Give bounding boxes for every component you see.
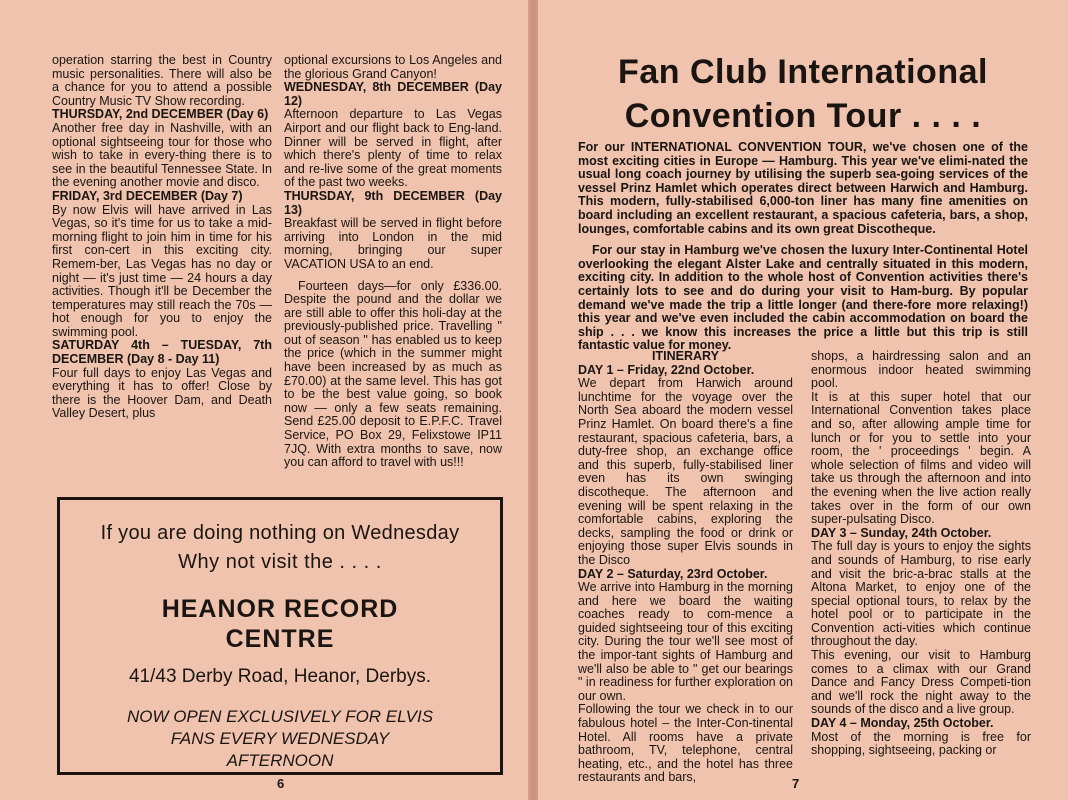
lc1-heading: THURSDAY, 2nd DECEMBER (Day 6) [52, 107, 269, 122]
lc1-paragraph: Another free day in Nashville, with an optional sightseeing tour for those who wish to take in every-thing there is to see in the beautiful Tennessee State. In the evening another movie and disco. [52, 120, 272, 190]
advert-address: 41/43 Derby Road, Heanor, Derbys. [128, 666, 432, 687]
rc2-paragraph: It is at this super hotel that our International Convention takes place and so, after allowing ample time for lunch or for you to settle into your room, the ' proceedings ' begin. A whole selection of films and video will take us through the afternoon and into the evening when the live action really takes over in the form of our own super-pulsating Disco. [811, 389, 1031, 527]
advert-opening-notice [60, 706, 500, 772]
rc2-heading: DAY 3 – Sunday, 24th October. [811, 525, 992, 540]
advert-opening-line-3: AFTERNOON [226, 751, 334, 770]
rc1-paragraph: We arrive into Hamburg in the morning and here we board the waiting coaches ready to com-mence a guided sightseeing tour of this exciting city. During the tour we'll see most of the impor-tant sights of Hamburg and we'll also be able to " get our bearings " in readiness for further exploration on our own. [578, 580, 793, 703]
page-title-line-2: Convention Tour . . . . [624, 97, 982, 135]
page-title-line-1: Fan Club International [618, 53, 988, 91]
left-page-column-1 [52, 54, 272, 421]
lc2-paragraph: Fourteen days—for only £336.00. Despite the pound and the dollar we are still able to offer this holi-day at the previously-published price. Travelling " out of season " has enabled us to keep the price (which in the summer might have been increased by as much as £70.00) at the same level. This has got to be the best value going, so book now — only a few seats remaining. Send £25.00 deposit to E.P.F.C. Travel Service, PO Box 29, Felixstowe IP11 7JQ. With extra months to save, now you can afford to travel with us!!! [284, 278, 502, 470]
lc1-heading: SATURDAY 4th – TUESDAY, 7th DECEMBER (Day 8 - Day 11) [52, 338, 272, 367]
advert-opening-line-1: NOW OPEN EXCLUSIVELY FOR ELVIS [126, 707, 434, 726]
advert-opening-line-2: FANS EVERY WEDNESDAY [170, 729, 390, 748]
advert-shop-name-line-1: HEANOR RECORD [161, 595, 399, 623]
rc1-section-heading: ITINERARY [652, 349, 719, 363]
rc2-heading: DAY 4 – Monday, 25th October. [811, 716, 994, 731]
rc1-heading: DAY 1 – Friday, 22nd October. [578, 362, 755, 377]
lc1-paragraph: By now Elvis will have arrived in Las Vegas, so it's time for us to take a mid-morning flight to join him in time for his first con-cert in this exciting city. Remem-ber, Las Vegas has no day or night — it's just time — 24 hours a day activities. Though it'll be December the temperatures may still reach the 70s — hot enough for you to enjoy the swimming pool. [52, 202, 272, 339]
intro-paragraph: For our stay in Hamburg we've chosen the luxury Inter-Continental Hotel overlooking the elegant Alster Lake and centrally situated in this modern, exciting city. In addition to the whole host of Convention activities there's certainly lots to see and do during your visit to Ham-burg. By popular demand we've made the trip a little longer (and there-fore more relaxing!) this year and we've even included the cabin accommodation on board the ship . . . we know this increases the price a little but this trip is still fantastic value for money. [578, 243, 1028, 353]
lc1-paragraph: Four full days to enjoy Las Vegas and everything it has to offer! Close by there is the Hoover Dam, and Death Valley Desert, plus [52, 365, 272, 421]
heanor-record-centre-advert [57, 497, 503, 775]
rc2-paragraph: This evening, our visit to Hamburg comes to a climax with our Grand Dance and Fancy Dress Competi-tion and we'll rock the night away to the sounds of the disco and a live group. [811, 648, 1031, 717]
page-number-left: 6 [277, 776, 285, 791]
intro-paragraph: For our INTERNATIONAL CONVENTION TOUR, we've chosen one of the most exciting cities in Europe — Hamburg. This year we've elimi-nated the usual long coach journey by utilising the superb sea-going services of the vessel Prinz Hamlet which operates direct between Harwich and Hamburg. This modern, fully-stabilised 6,000-ton liner has many fine amenities on board including an excellent restaurant, a spacious cafeteria, bars, a shop, lounges, comfortable cabins and its own great Discotheque. [578, 140, 1028, 236]
advert-line-1: If you are doing nothing on Wednesday [100, 522, 460, 544]
advert-shop-name [60, 594, 500, 654]
lc2-paragraph: optional excursions to Los Angeles and the glorious Grand Canyon! [284, 53, 502, 81]
page-number-right: 7 [792, 776, 800, 791]
rc2-paragraph: Most of the morning is free for shopping, sightseeing, packing or [811, 729, 1031, 758]
advert-line-2: Why not visit the . . . . [178, 551, 382, 573]
right-page [538, 0, 1068, 800]
intro-text [578, 141, 1028, 353]
right-page-column-1 [578, 350, 793, 785]
left-page-column-2 [284, 54, 502, 470]
left-page [0, 0, 530, 800]
lc2-heading: THURSDAY, 9th DECEMBER (Day 13) [284, 188, 502, 217]
rc2-paragraph: shops, a hairdressing salon and an enormous indoor heated swimming pool. [811, 349, 1031, 391]
rc1-paragraph: Following the tour we check in to our fabulous hotel – the Inter-Con-tinental Hotel. All rooms have a private bathroom, TV, telephone, central heating, etc., and the hotel has three restaurants and bars, [578, 702, 793, 785]
advert-shop-name-line-2: CENTRE [225, 625, 335, 653]
lc1-paragraph: operation starring the best in Country music personalities. There will also be a chance for you to attend a possible Country Music TV Show recording. [52, 53, 272, 108]
page-title [538, 50, 1068, 138]
lc1-heading: FRIDAY, 3rd DECEMBER (Day 7) [52, 188, 243, 203]
lc2-heading: WEDNESDAY, 8th DECEMBER (Day 12) [284, 80, 502, 108]
rc1-paragraph: We depart from Harwich around lunchtime for the voyage over the North Sea aboard the modern vessel Prinz Hamlet. On board there's a fine restaurant, spacious cafeteria, bars, a duty-free shop, an exchange office and this superb, fully-stabilised liner even has its own swinging discotheque. The afternoon and evening will be spent relaxing in the comfortable cabins, exploring the decks, sampling the food or drink or enjoying those super Elvis sounds in the Disco [578, 376, 793, 567]
right-page-column-2 [811, 350, 1031, 758]
rc1-heading: DAY 2 – Saturday, 23rd October. [578, 566, 768, 581]
rc2-paragraph: The full day is yours to enjoy the sights and sounds of Hamburg, to rise early and visit the bric-a-brac stalls at the Altona Market, to enjoy one of the special optional tours, to relax by the hotel pool or to participate in the Convention acti-vities which continue throughout the day. [811, 539, 1031, 649]
lc2-paragraph: Afternoon departure to Las Vegas Airport and our flight back to Eng-land. Dinner will be served in flight, after which there's plenty of time to relax and re-live some of the great moments of the past two weeks. [284, 107, 502, 190]
lc2-paragraph: Breakfast will be served in flight before arriving into London in the mid morning, bringing our super VACATION USA to an end. [284, 216, 502, 271]
